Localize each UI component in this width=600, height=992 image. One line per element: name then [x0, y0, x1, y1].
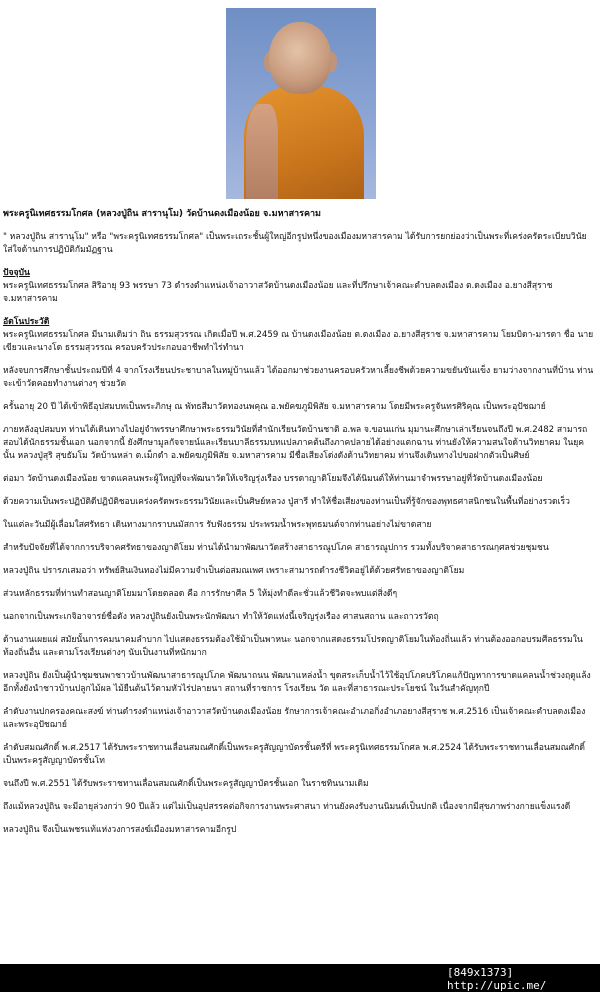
paragraph: ส่วนหลักธรรมที่ท่านทำสอนญาติโยมมาโดยตลอด คือ การรักษาศีล 5 ให้มุ่งทำดีละชั่วแล้วชีวิตจะพบแต่สิ่งดีๆ [3, 589, 398, 599]
section-current [3, 267, 595, 306]
paragraph: จนถึงปี พ.ศ.2551 ได้รับพระราชทานเลื่อนสมณศักดิ์เป็นพระครูสัญญาบัตรชั้นเอก ในราชทินนามเดิม [3, 779, 369, 789]
section-current-title: ปัจจุบัน [3, 268, 30, 278]
monk-portrait [226, 8, 376, 199]
section-biography-title: อัตโนประวัติ [3, 317, 50, 327]
paragraph: นอกจากเป็นพระเกจิอาจารย์ชื่อดัง หลวงปู่ถินยังเป็นพระนักพัฒนา ทำให้วัดแห่งนี้เจริญรุ่งเรือง ศาสนสถาน และถาวรวัตถุ [3, 612, 439, 622]
paragraph: หลังจบการศึกษาชั้นประถมปีที่ 4 จากโรงเรียนประชาบาลในหมู่บ้านแล้ว ได้ออกมาช่วยงานครอบครัวหาเลี้ยงชีพด้วยความขยันขันแข็ง ยามว่างจากงานที่บ้าน ท่านจะเข้าวัดคอยทำงานต่างๆ ช่วยวัด [3, 366, 594, 389]
paragraph: ต่อมา วัดบ้านดงเมืองน้อย ขาดแคลนพระผู้ใหญ่ที่จะพัฒนาวัดให้เจริญรุ่งเรือง บรรดาญาติโยมจึงได้นิมนต์ให้ท่านมาจำพรรษาอยู่ที่วัดบ้านดงเมืองน้อย [3, 474, 543, 484]
paragraph: ลำดับสมณศักดิ์ พ.ศ.2517 ได้รับพระราชทานเลื่อนสมณศักดิ์เป็นพระครูสัญญาบัตรชั้นตรีที่ พระครูนิเทศธรรมโกศล พ.ศ.2524 ได้รับพระราชทานเลื่อนสมณศักดิ์เป็นพระครูสัญญาบัตรชั้นโท [3, 743, 585, 766]
paragraph: หลวงปู่ถิน ยังเป็นผู้นำชุมชนพาชาวบ้านพัฒนาสาธารณูปโภค พัฒนาถนน พัฒนาแหล่งน้ำ ขุดสระเก็บน้ำไว้ใช้อุปโภคบริโภคแก้ปัญหาการขาดแคลนน้ำช่วงฤดูแล้ง อีกทั้งยังนำชาวบ้านปลูกไม้ผล ไม้ยืนต้นไว้ตามหัวไร่ปลายนา สถานที่ราชการ โรงเรียน วัด และที่สาธารณะประโยชน์ ในวันสำคัญทุกปี [3, 671, 591, 694]
paragraph: ถึงแม้หลวงปู่ถิน จะมีอายุล่วงกว่า 90 ปีแล้ว แต่ไม่เป็นอุปสรรคต่อกิจการงานพระศาสนา ท่านยังคงรับงานนิมนต์เป็นปกติ เนื่องจากมีสุขภาพร่างกายแข็งแรงดี [3, 802, 571, 812]
paragraph: สำหรับปัจจัยที่ได้จากการบริจาคศรัทธาของญาติโยม ท่านได้นำมาพัฒนาวัดสร้างสาธารณูปโภค สาธารณูปการ รวมทั้งบริจาคสาธารณกุศลช่วยชุมชน [3, 543, 549, 553]
paragraph: ภายหลังอุปสมบท ท่านได้เดินทางไปอยู่จำพรรษาศึกษาพระธรรมวินัยที่สำนักเรียนวัดบ้านชาติ อ.พล จ.ขอนแก่น มุมานะศึกษาเล่าเรียนจนถึงปี พ.ศ.2482 สามารถสอบได้นักธรรมชั้นเอก นอกจากนี้ ยังศึกษามูลกัจจายน์และเรียนบาลีธรรมบทแปลภาคต้นถึงภาคปลายได้อย่างแตกฉาน ท่านยังให้ความสนใจด้านวิทยาคม ในยุคนั้น หลวงปู่สุริ สุขธัมโม วัดบ้านหล่า ต.เม็กดำ อ.พยัคฆภูมิพิสัย จ.มหาสารคาม มีชื่อเสียงโด่งดังด้านวิทยาคม ท่านจึงเดินทางไปขอฝากตัวเป็นศิษย์ [3, 425, 588, 461]
paragraph: หลวงปู่ถิน จึงเป็นเพชรแท้แห่งวงการสงฆ์เมืองมหาสารคามอีกรูป [3, 825, 237, 835]
paragraph: หลวงปู่ถิน ปรารภเสมอว่า ทรัพย์สินเงินทองไม่มีความจำเป็นต่อสมณเพศ เพราะสามารถดำรงชีวิตอยู่ได้ด้วยศรัทธาของญาติโยม [3, 566, 465, 576]
paragraph: ในแต่ละวันมีผู้เลื่อมใสศรัทธา เดินทางมากราบนมัสการ รับฟังธรรม ประพรมน้ำพระพุทธมนต์จากท่านอย่างไม่ขาดสาย [3, 520, 432, 530]
paragraph: ครั้นอายุ 20 ปี ได้เข้าพิธีอุปสมบทเป็นพระภิกษุ ณ พัทธสีมาวัดทองนพคุณ อ.พยัคฆภูมิพิสัย จ.มหาสารคาม โดยมีพระครูจันทรศิริคุณ เป็นพระอุปัชฌาย์ [3, 402, 546, 412]
image-source-footer: [849x1373] http://upic.me/ [447, 966, 547, 992]
intro-paragraph: " หลวงปู่ถิน สารานุโม" หรือ "พระครูนิเทศธรรมโกศล" เป็นพระเถระชั้นผู้ใหญ่อีกรูปหนึ่งของเมืองมหาสารคาม ได้รับการยกย่องว่าเป็นพระที่เคร่งครัดระเบียบวินัย ใส่ใจด้านการปฏิบัติกัมมัฏฐาน [3, 232, 587, 255]
article-title: พระครูนิเทศธรรมโกศล (หลวงปู่ถิน สารานุโม) วัดบ้านดงเมืองน้อย จ.มหาสารคาม [3, 209, 321, 219]
paragraph: ลำดับงานปกครองคณะสงฆ์ ท่านดำรงตำแหน่งเจ้าอาวาสวัดบ้านดงเมืองน้อย รักษาการเจ้าคณะอำเภอกิ่งอำเภอยางสีสุราช พ.ศ.2516 เป็นเจ้าคณะตำบลดงเมือง และพระอุปัชฌาย์ [3, 707, 586, 730]
shoulder-shape [246, 104, 278, 199]
section-biography-text: พระครูนิเทศธรรมโกศล มีนามเดิมว่า ถิน ธรรมสุวรรณ เกิดเมื่อปี พ.ศ.2459 ณ บ้านดงเมืองน้อย ต.ดงเมือง อ.ยางสีสุราช จ.มหาสารคาม โยมบิดา-มารดา ชื่อ นายเขียวและนางโด ธรรมสุวรรณ ครอบครัวประกอบอาชีพทำไร่ทำนา [3, 330, 594, 353]
section-biography [3, 316, 595, 355]
paragraph: ด้วยความเป็นพระปฏิบัติดีปฏิบัติชอบเคร่งครัดพระธรรมวินัยและเป็นศิษย์หลวง ปู่สารี ทำให้ชื่อเสียงของท่านเป็นที่รู้จักของพุทธศาสนิกชนในพื้นที่อย่างรวดเร็ว [3, 497, 570, 507]
article-content [3, 208, 595, 847]
paragraph: ด้านงานเผยแผ่ สมัยนั้นการคมนาคมลำบาก ไปแสดงธรรมต้องใช้ม้าเป็นพาหนะ นอกจากแสดงธรรมโปรดญาติโยมในท้องถิ่นแล้ว ท่านต้องออกอบรมศีลธรรมในท้องถิ่นอื่น และตามโรงเรียนต่างๆ นับเป็นงานที่หนักมาก [3, 635, 583, 658]
section-current-text: พระครูนิเทศธรรมโกศล สิริอายุ 93 พรรษา 73 ดำรงตำแหน่งเจ้าอาวาสวัดบ้านดงเมืองน้อย และที่ปรึกษาเจ้าคณะตำบลดงเมือง ต.ดงเมือง อ.ยางสีสุราช จ.มหาสารคาม [3, 281, 553, 304]
head-shape [269, 22, 331, 94]
